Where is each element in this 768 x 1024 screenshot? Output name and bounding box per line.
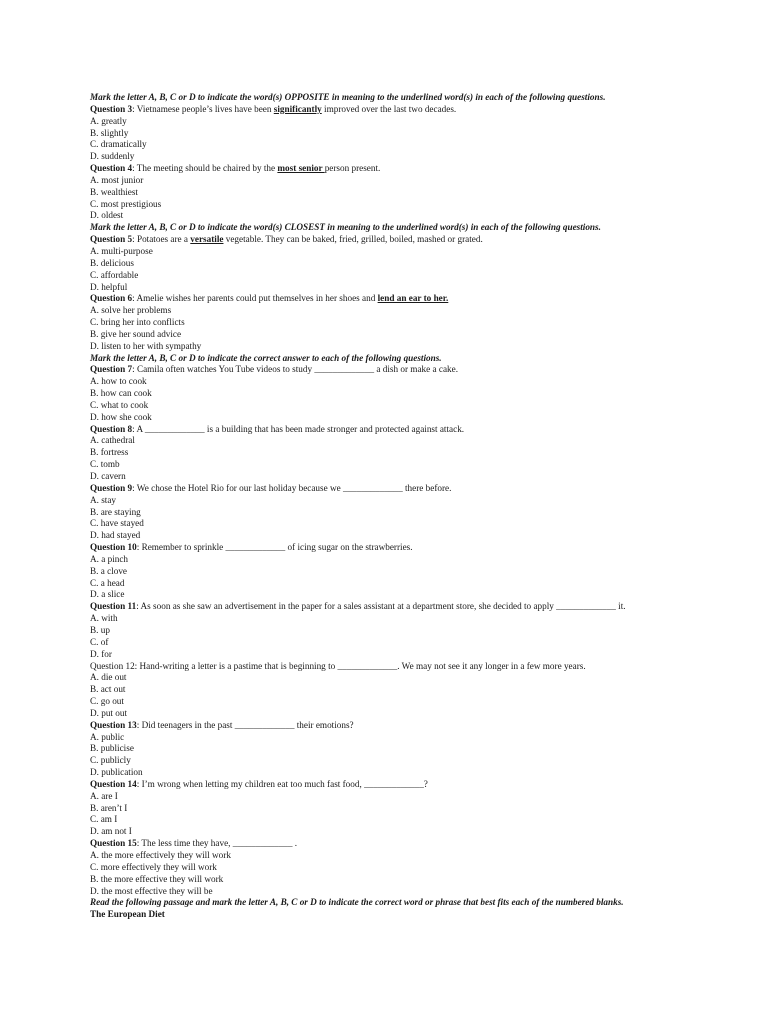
document-body xyxy=(90,92,710,921)
question-text: : Hand-writing a letter is a pastime that is beginning to xyxy=(134,660,338,671)
question-stem xyxy=(90,601,710,613)
underlined-phrase: versatile xyxy=(190,234,224,245)
underlined-phrase: lend an ear to her. xyxy=(377,293,449,304)
question-stem xyxy=(90,293,710,305)
question-stem xyxy=(90,364,710,376)
question-text: . We may not see it any longer in a few more years. xyxy=(397,660,586,671)
question-text: person present. xyxy=(324,163,381,174)
answer-option: C. tomb xyxy=(90,459,120,470)
answer-blank: _____________ xyxy=(234,719,295,730)
answer-option: B. give her sound advice xyxy=(90,328,182,339)
answer-option: D. how she cook xyxy=(90,411,152,422)
question-text: : I’m wrong when letting my children eat too much fast food, xyxy=(136,778,365,789)
answer-option: D. helpful xyxy=(90,281,128,292)
section-instruction: Mark the letter A, B, C or D to indicate the word(s) OPPOSITE in meaning to the underlined word(s) in each of the following questions. xyxy=(90,92,606,102)
answer-option: A. cathedral xyxy=(90,435,135,446)
answer-blank: _____________ xyxy=(144,423,205,434)
underlined-phrase: most senior xyxy=(277,163,325,174)
question-label: Question 8 xyxy=(90,423,133,434)
answer-option: C. more effectively they will work xyxy=(90,861,217,872)
answer-option: D. for xyxy=(90,648,112,659)
passage-title: The European Diet xyxy=(90,909,165,920)
answer-blank: _____________ xyxy=(342,482,403,493)
answer-blank: _____________ xyxy=(225,542,286,553)
question-text: a dish or make a cake. xyxy=(374,364,458,375)
answer-option: C. most prestigious xyxy=(90,198,162,209)
underlined-phrase: significantly xyxy=(273,103,322,114)
answer-option: A. stay xyxy=(90,494,117,505)
question-stem xyxy=(90,104,710,116)
answer-option: A. public xyxy=(90,731,125,742)
answer-option: A. multi-purpose xyxy=(90,245,153,256)
question-label: Question 15 xyxy=(90,838,137,849)
question-text: improved over the last two decades. xyxy=(321,103,457,114)
question-label: Question 14 xyxy=(90,778,137,789)
answer-option: A. with xyxy=(90,613,118,624)
answer-option: B. how can cook xyxy=(90,388,152,399)
question-label: Question 3 xyxy=(90,103,133,114)
answer-option: A. die out xyxy=(90,672,127,683)
question-stem xyxy=(90,163,710,175)
answer-option: A. most junior xyxy=(90,174,144,185)
answer-blank: _____________ xyxy=(337,660,398,671)
answer-option: A. a pinch xyxy=(90,553,129,564)
question-label: Question 5 xyxy=(90,234,133,245)
question-text: : Remember to sprinkle xyxy=(136,542,226,553)
question-text: : A xyxy=(132,423,145,434)
question-stem xyxy=(90,661,710,673)
question-label: Question 4 xyxy=(90,163,133,174)
answer-option: B. publicise xyxy=(90,743,134,754)
question-text: : The less time they have, xyxy=(136,838,233,849)
answer-blank: _____________ xyxy=(232,838,293,849)
answer-option: B. aren’t I xyxy=(90,802,128,813)
question-label: Question 6 xyxy=(90,293,133,304)
answer-option: D. the most effective they will be xyxy=(90,885,213,896)
answer-option: C. what to cook xyxy=(90,399,149,410)
question-text: : Potatoes are a xyxy=(132,234,191,245)
question-text: : The meeting should be chaired by the xyxy=(132,163,278,174)
question-label: Question 11 xyxy=(90,601,137,612)
answer-option: C. affordable xyxy=(90,269,139,280)
answer-option: B. delicious xyxy=(90,257,134,268)
answer-option: B. fortress xyxy=(90,447,129,458)
answer-option: D. am not I xyxy=(90,826,132,837)
answer-option: D. oldest xyxy=(90,210,124,221)
question-text: : As soon as she saw an advertisement in the paper for a sales assistant at a department store, she decided to apply xyxy=(136,601,557,612)
question-text: : We chose the Hotel Rio for our last holiday because we xyxy=(132,482,343,493)
question-text: it. xyxy=(615,601,626,612)
answer-option: A. greatly xyxy=(90,115,127,126)
answer-option: C. a head xyxy=(90,577,125,588)
question-stem xyxy=(90,483,710,495)
section-instruction: Read the following passage and mark the letter A, B, C or D to indicate the correct word or phrase that best fits each of the numbered blanks. xyxy=(90,897,624,908)
section-instruction: Mark the letter A, B, C or D to indicate the correct answer to each of the following questions. xyxy=(90,352,442,363)
question-text: vegetable. They can be baked, fried, grilled, boiled, mashed or grated. xyxy=(223,234,483,245)
question-text: there before. xyxy=(402,482,452,493)
question-text: . xyxy=(292,838,298,849)
answer-option: C. go out xyxy=(90,696,124,707)
question-label: Question 10 xyxy=(90,542,137,553)
answer-option: D. suddenly xyxy=(90,151,135,162)
answer-option: B. wealthiest xyxy=(90,186,138,197)
question-text: : Did teenagers in the past xyxy=(136,719,235,730)
answer-option: A. solve her problems xyxy=(90,305,172,316)
answer-option: D. a slice xyxy=(90,589,125,600)
answer-option: A. are I xyxy=(90,790,118,801)
answer-option: B. a clove xyxy=(90,565,127,576)
question-label: Question 7 xyxy=(90,364,133,375)
answer-option: D. put out xyxy=(90,707,128,718)
answer-option: C. have stayed xyxy=(90,518,144,529)
answer-blank: _____________ xyxy=(556,601,616,612)
answer-option: D. listen to her with sympathy xyxy=(90,340,202,351)
answer-option: C. publicly xyxy=(90,755,131,766)
answer-option: B. up xyxy=(90,624,110,635)
question-stem xyxy=(90,234,710,246)
question-text: their emotions? xyxy=(294,719,354,730)
section-instruction: Mark the letter A, B, C or D to indicate the word(s) CLOSEST in meaning to the underlined word(s) in each of the following questions. xyxy=(90,222,601,233)
question-text: : Camila often watches You Tube videos to study xyxy=(132,364,315,375)
answer-option: D. had stayed xyxy=(90,530,141,541)
question-text: : Vietnamese people’s lives have been xyxy=(132,103,274,114)
answer-option: C. bring her into conflicts xyxy=(90,317,185,328)
question-text: ? xyxy=(423,778,428,789)
answer-option: B. the more effective they will work xyxy=(90,873,224,884)
answer-option: B. act out xyxy=(90,684,126,695)
question-stem xyxy=(90,424,710,436)
question-label: Question 12 xyxy=(90,660,135,671)
question-text: : Amelie wishes her parents could put themselves in her shoes and xyxy=(132,293,378,304)
answer-option: A. the more effectively they will work xyxy=(90,850,231,860)
answer-blank: _____________ xyxy=(314,364,375,375)
question-text: is a building that has been made stronger and protected against attack. xyxy=(204,423,465,434)
answer-blank: _____________ xyxy=(364,778,424,789)
answer-option: C. am I xyxy=(90,814,118,825)
question-stem xyxy=(90,779,710,791)
answer-option: D. cavern xyxy=(90,471,126,481)
answer-option: D. publication xyxy=(90,767,143,778)
answer-option: C. of xyxy=(90,636,109,647)
answer-option: C. dramatically xyxy=(90,139,147,150)
question-stem xyxy=(90,838,710,850)
question-stem xyxy=(90,542,710,554)
answer-option: B. slightly xyxy=(90,127,129,138)
answer-option: B. are staying xyxy=(90,506,141,517)
question-label: Question 13 xyxy=(90,719,137,730)
question-label: Question 9 xyxy=(90,482,133,493)
question-stem xyxy=(90,720,710,732)
answer-option: A. how to cook xyxy=(90,376,147,387)
question-text: of icing sugar on the strawberries. xyxy=(285,542,413,553)
